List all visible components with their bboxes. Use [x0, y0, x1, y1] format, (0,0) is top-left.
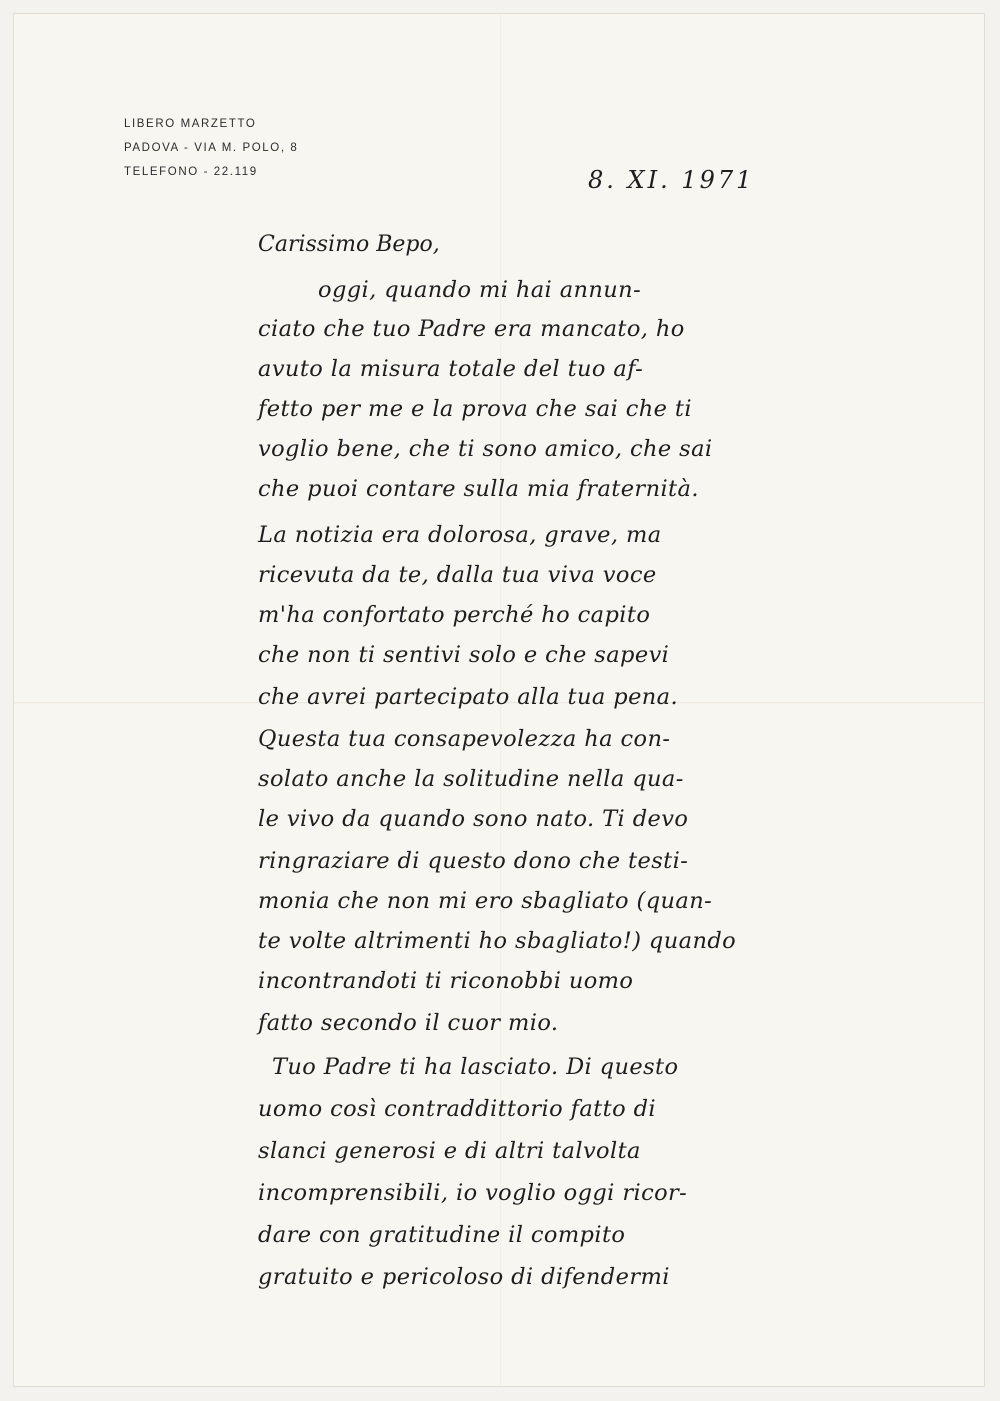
letterhead-name: LIBERO MARZETTO	[124, 118, 257, 130]
letter-line: La notizia era dolorosa, grave, ma	[258, 522, 662, 548]
letter-line: voglio bene, che ti sono amico, che sai	[258, 436, 713, 462]
letter-line: te volte altrimenti ho sbagliato!) quando	[258, 928, 737, 954]
letter-line: ricevuta da te, dalla tua viva voce	[258, 562, 657, 588]
letter-date: 8. XI. 1971	[588, 166, 755, 194]
letter-line: solato anche la solitudine nella qua-	[258, 766, 684, 792]
letterhead-phone: TELEFONO - 22.119	[124, 166, 258, 178]
letter-line: monia che non mi ero sbagliato (quan-	[258, 888, 713, 914]
letter-line: fetto per me e la prova che sai che ti	[258, 396, 692, 422]
letter-line: m'ha confortato perché ho capito	[258, 602, 651, 628]
letter-line: ringraziare di questo dono che testi-	[258, 848, 689, 874]
letter-line: Tuo Padre ti ha lasciato. Di questo	[272, 1054, 679, 1080]
letter-line: gratuito e pericoloso di difendermi	[258, 1264, 670, 1290]
letter-line: le vivo da quando sono nato. Ti devo	[258, 806, 689, 832]
letter-line: che avrei partecipato alla tua pena.	[258, 684, 679, 710]
letter-line: oggi, quando mi hai annun-	[318, 277, 642, 303]
letterhead	[124, 112, 298, 184]
letter-line: incomprensibili, io voglio oggi ricor-	[258, 1180, 688, 1206]
letter-line: che puoi contare sulla mia fraternità.	[258, 476, 699, 502]
letter-line: uomo così contraddittorio fatto di	[258, 1096, 656, 1122]
letter-line: fatto secondo il cuor mio.	[258, 1010, 559, 1036]
letter-line: Questa tua consapevolezza ha con-	[258, 726, 671, 752]
letter-line: che non ti sentivi solo e che sapevi	[258, 642, 670, 668]
letter-line: incontrandoti ti riconobbi uomo	[258, 968, 634, 994]
letter-line: dare con gratitudine il compito	[258, 1222, 626, 1248]
letter-line: slanci generosi e di altri talvolta	[258, 1138, 641, 1164]
letter-line: avuto la misura totale del tuo af-	[258, 356, 644, 382]
letter-line: ciato che tuo Padre era mancato, ho	[258, 316, 685, 342]
letterhead-address: PADOVA - VIA M. POLO, 8	[124, 142, 299, 154]
letter-salutation: Carissimo Bepo,	[258, 232, 440, 257]
